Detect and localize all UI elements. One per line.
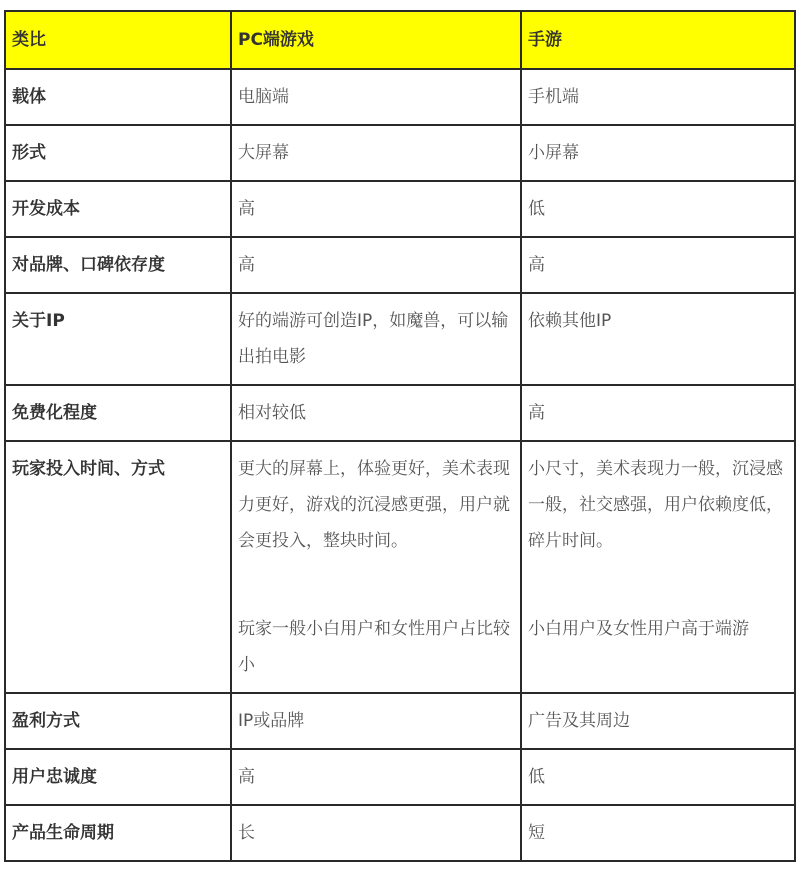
mobile-paragraph: 小尺寸，美术表现力一般，沉浸感一般，社交感强，用户依赖度低，碎片时间。: [528, 459, 783, 551]
pc-cell: 大屏幕: [231, 125, 521, 181]
mobile-cell: 短: [521, 805, 795, 861]
table-row: [5, 805, 795, 861]
row-label: 盈利方式: [5, 693, 231, 749]
table-row: [5, 749, 795, 805]
pc-cell: 高: [231, 237, 521, 293]
table-row: [5, 693, 795, 749]
mobile-cell: 高: [521, 385, 795, 441]
header-pc-games: PC端游戏: [231, 11, 521, 69]
pc-cell: 长: [231, 805, 521, 861]
table-row: [5, 237, 795, 293]
row-label: 对品牌、口碑依存度: [5, 237, 231, 293]
mobile-cell: 高: [521, 237, 795, 293]
row-label: 产品生命周期: [5, 805, 231, 861]
mobile-cell: 广告及其周边: [521, 693, 795, 749]
pc-cell: 高: [231, 181, 521, 237]
mobile-paragraph: 小白用户及女性用户高于端游: [528, 619, 749, 639]
paragraph-gap: [528, 559, 788, 611]
table-row: [5, 125, 795, 181]
mobile-cell: [521, 441, 795, 693]
row-label: 关于IP: [5, 293, 231, 385]
pc-cell: 好的端游可创造IP，如魔兽，可以输出拍电影: [231, 293, 521, 385]
row-label: 载体: [5, 69, 231, 125]
pc-cell: 相对较低: [231, 385, 521, 441]
row-label: 玩家投入时间、方式: [5, 441, 231, 693]
table-row: [5, 69, 795, 125]
pc-cell: [231, 441, 521, 693]
mobile-cell: 手机端: [521, 69, 795, 125]
table-row: [5, 293, 795, 385]
row-label: 用户忠诚度: [5, 749, 231, 805]
row-label: 开发成本: [5, 181, 231, 237]
paragraph-gap: [238, 559, 514, 611]
pc-cell: 高: [231, 749, 521, 805]
header-mobile-games: 手游: [521, 11, 795, 69]
pc-cell: 电脑端: [231, 69, 521, 125]
mobile-cell: 低: [521, 181, 795, 237]
comparison-table: [4, 10, 796, 862]
mobile-cell: 低: [521, 749, 795, 805]
pc-cell: IP或品牌: [231, 693, 521, 749]
header-category: 类比: [5, 11, 231, 69]
pc-paragraph: 玩家一般小白用户和女性用户占比较小: [238, 619, 510, 675]
table-row: [5, 181, 795, 237]
row-label: 免费化程度: [5, 385, 231, 441]
pc-paragraph: 更大的屏幕上，体验更好，美术表现力更好，游戏的沉浸感更强，用户就会更投入，整块时间。: [238, 459, 510, 551]
row-label: 形式: [5, 125, 231, 181]
table-row: [5, 441, 795, 693]
mobile-cell: 小屏幕: [521, 125, 795, 181]
mobile-cell: 依赖其他IP: [521, 293, 795, 385]
table-row: [5, 385, 795, 441]
header-row: [5, 11, 795, 69]
